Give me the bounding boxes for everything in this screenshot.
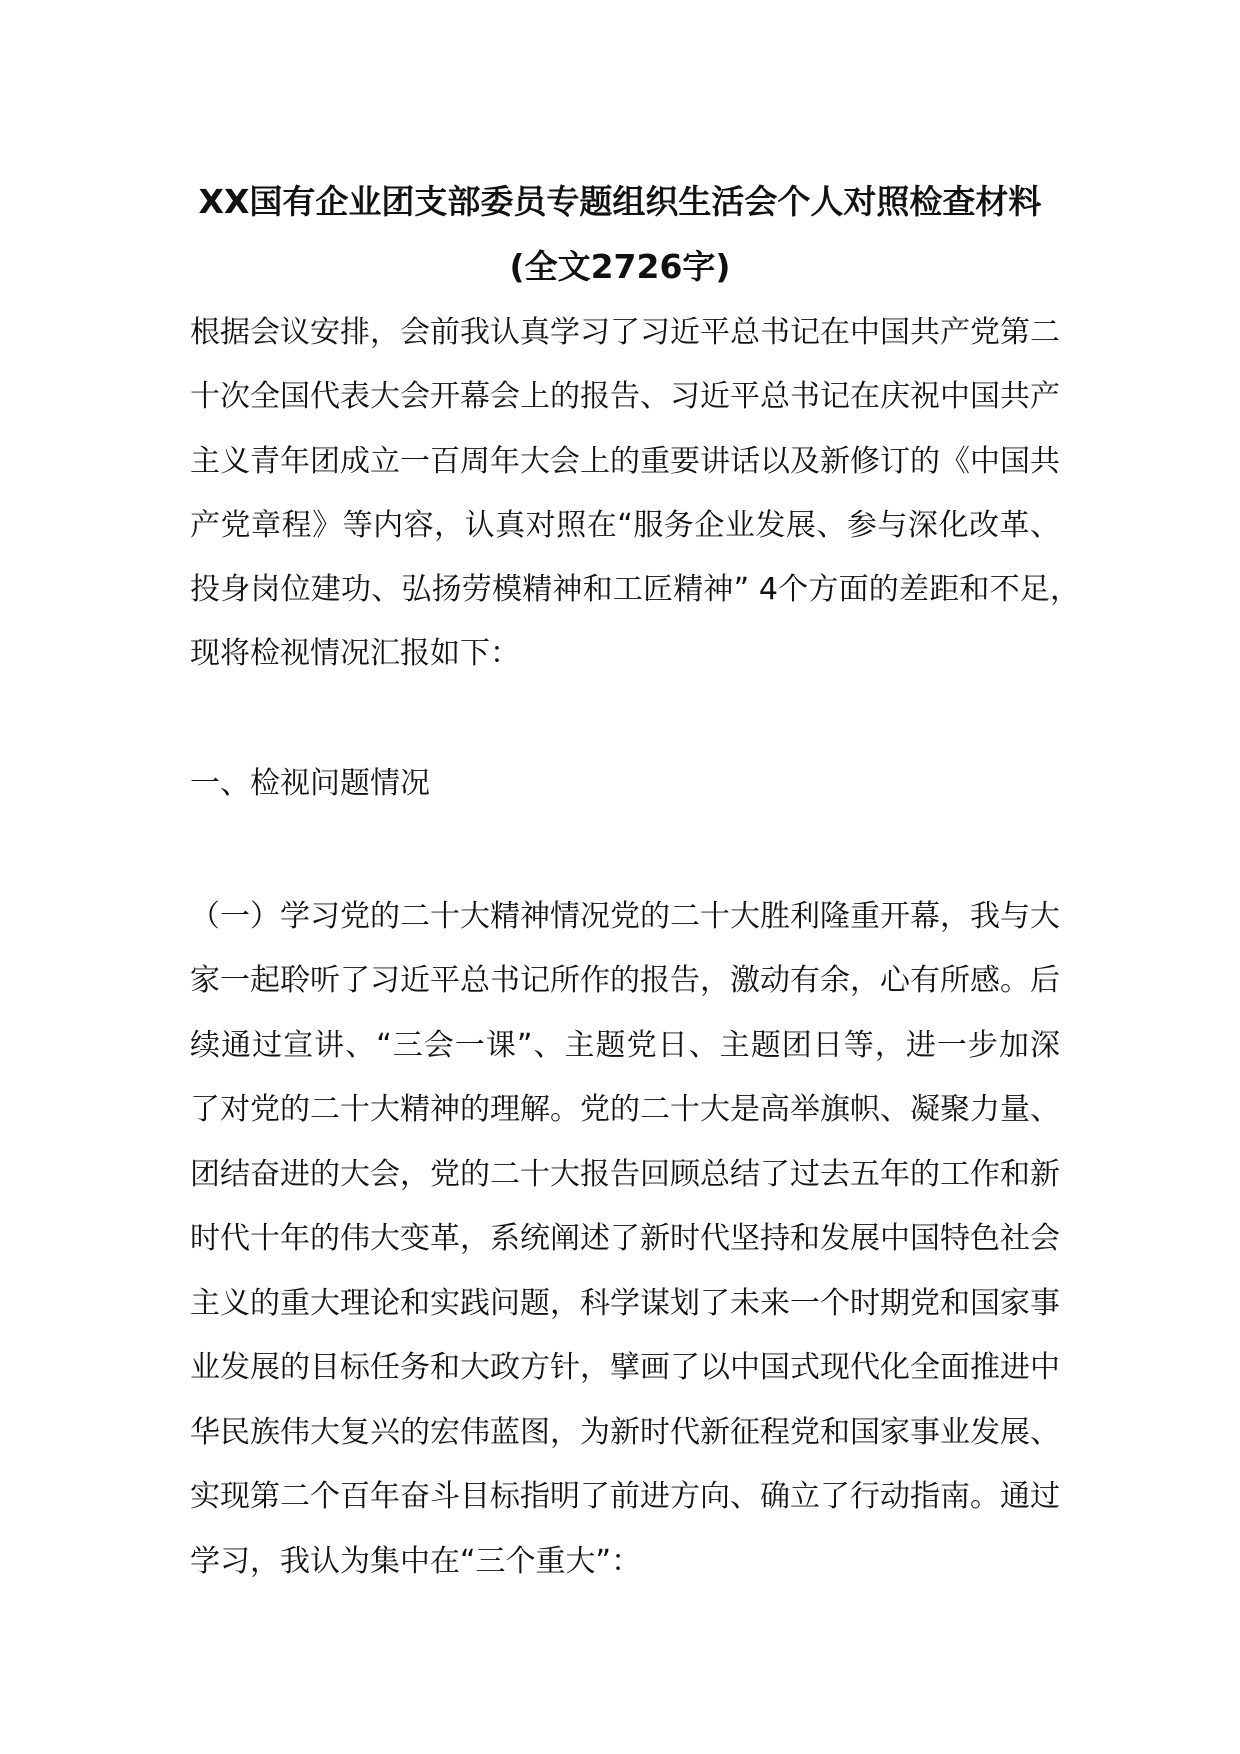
text-line: 投身岗位建功、弘扬劳模精神和工匠精神” 4个方面的差距和不足， — [190, 572, 1080, 607]
text-line: 主义青年团成立一百周年大会上的重要讲话以及新修订的《中国共 — [190, 444, 1060, 479]
text-line: 产党章程》等内容，认真对照在“服务企业发展、参与深化改革、 — [190, 508, 1060, 543]
text-line: 了对党的二十大精神的理解。党的二十大是高举旗帜、凝聚力量、 — [190, 1092, 1060, 1127]
text-line: （一）学习党的二十大精神情况党的二十大胜利隆重开幕，我与大 — [190, 899, 1060, 934]
section-heading: 一、检视问题情况 — [190, 766, 430, 801]
text-line: 现将检视情况汇报如下： — [190, 636, 520, 671]
document-title: XX国有企业团支部委员专题组织生活会个人对照检查材料 — [198, 182, 1042, 221]
text-line: 业发展的目标任务和大政方针，擘画了以中国式现代化全面推进中 — [190, 1350, 1060, 1385]
text-line: 十次全国代表大会开幕会上的报告、习近平总书记在庆祝中国共产 — [190, 379, 1060, 414]
text-line: 学习，我认为集中在“三个重大”： — [190, 1544, 642, 1579]
text-line: 华民族伟大复兴的宏伟蓝图，为新时代新征程党和国家事业发展、 — [190, 1415, 1060, 1450]
text-line: 时代十年的伟大变革，系统阐述了新时代坚持和发展中国特色社会 — [190, 1221, 1060, 1256]
text-line: 主义的重大理论和实践问题，科学谋划了未来一个时期党和国家事 — [190, 1286, 1060, 1321]
text-line: 根据会议安排，会前我认真学习了习近平总书记在中国共产党第二 — [190, 315, 1060, 350]
text-line: 家一起聆听了习近平总书记所作的报告，激动有余，心有所感。后 — [190, 963, 1060, 998]
text-line: 续通过宣讲、“三会一课”、主题党日、主题团日等，进一步加深 — [190, 1028, 1060, 1063]
text-line: 团结奋进的大会，党的二十大报告回顾总结了过去五年的工作和新 — [190, 1157, 1060, 1192]
document-subtitle: (全文2726字) — [509, 247, 731, 286]
text-line: 实现第二个百年奋斗目标指明了前进方向、确立了行动指南。通过 — [190, 1479, 1060, 1514]
